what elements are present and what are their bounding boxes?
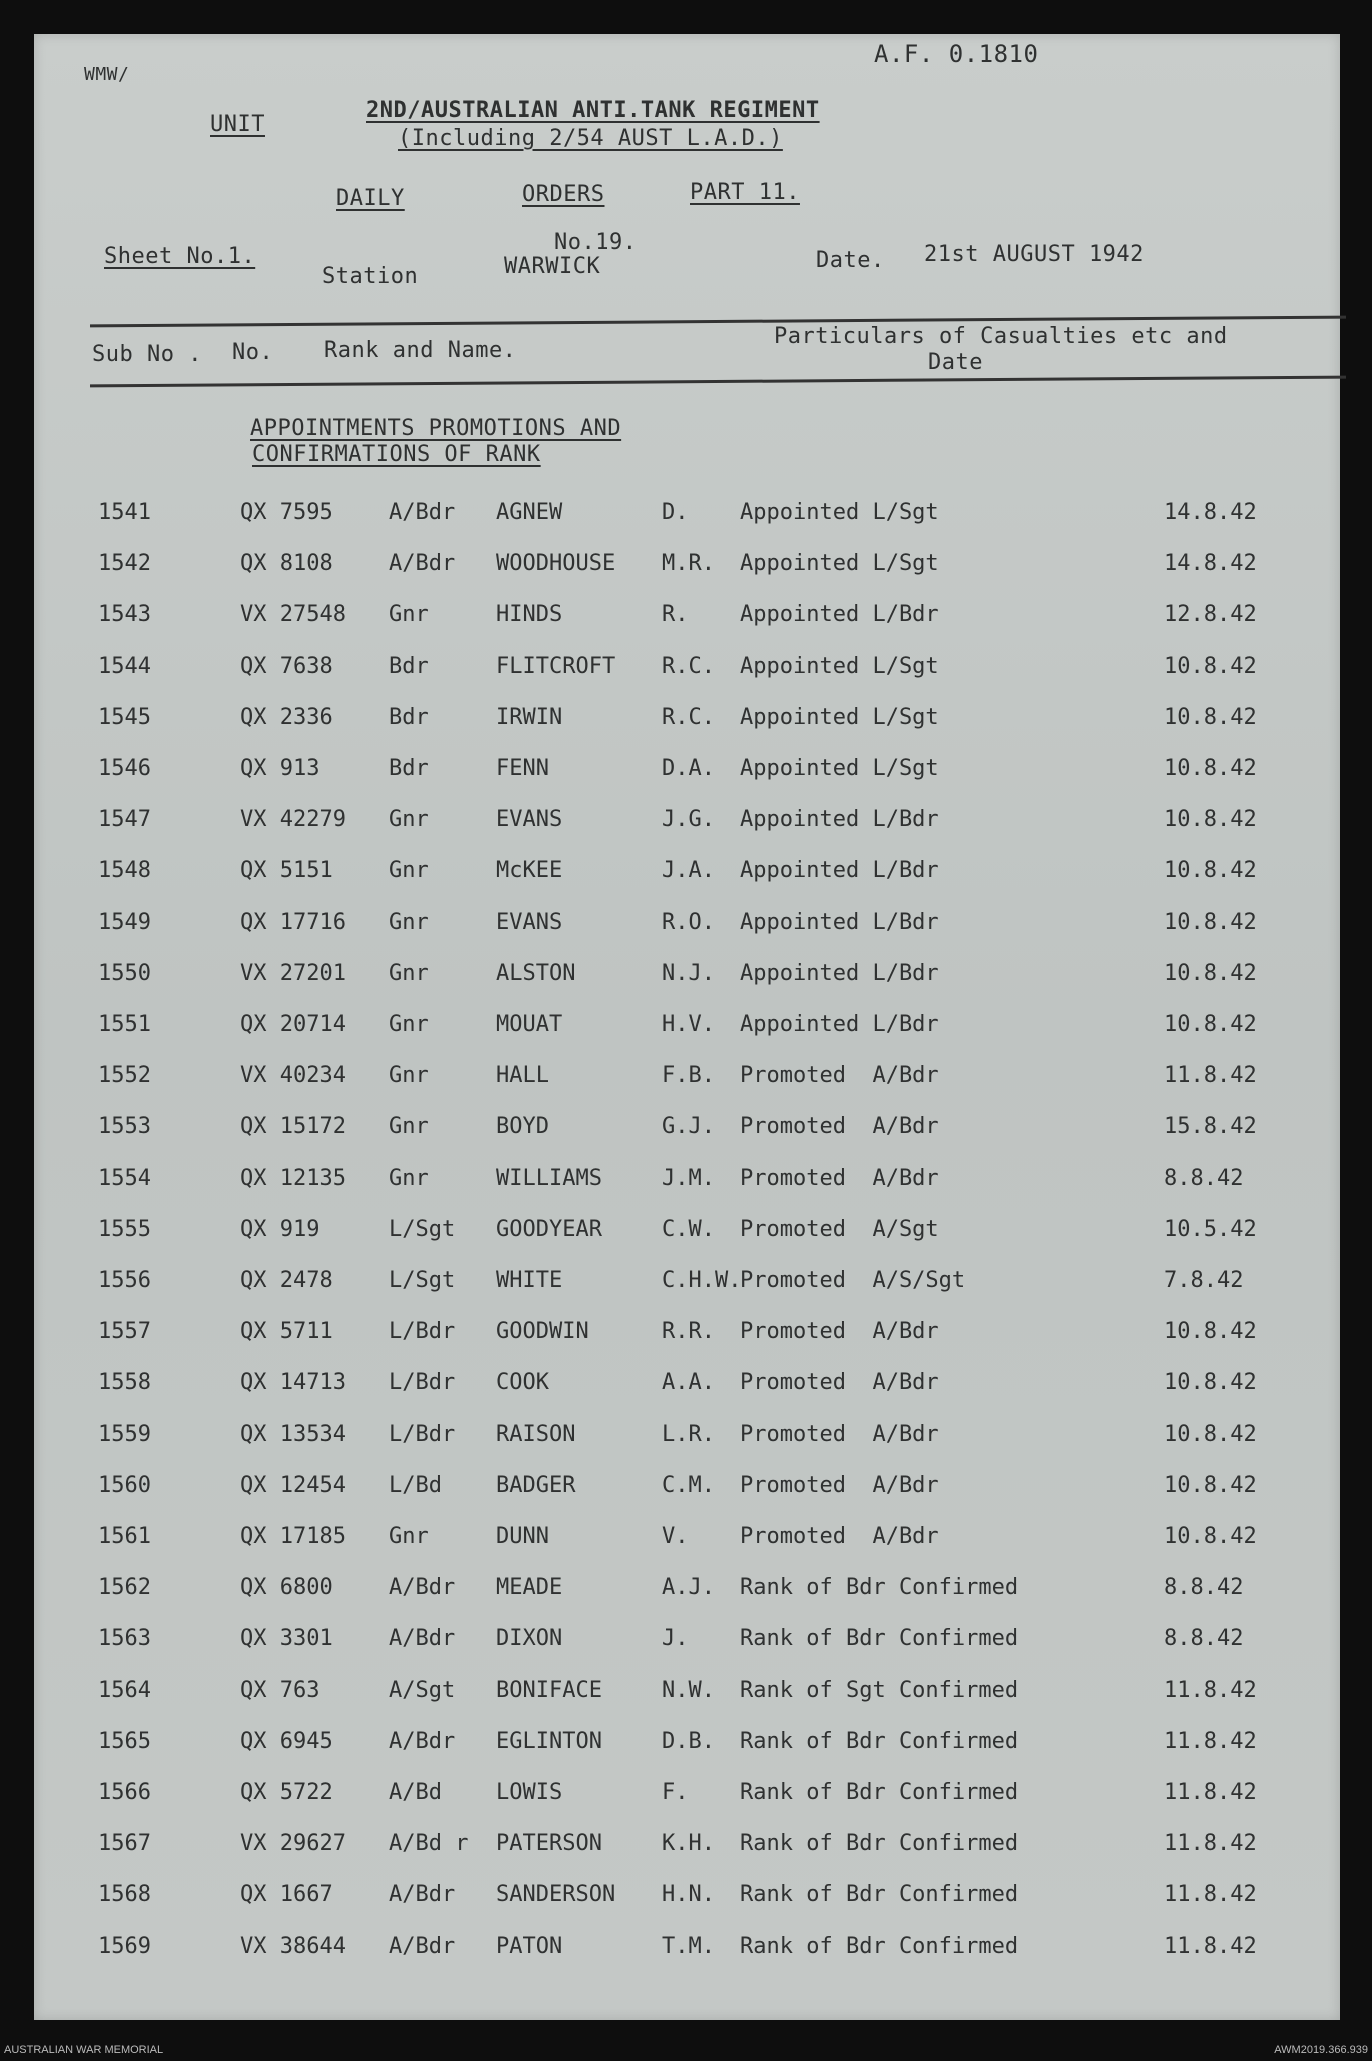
effective-date-cell: 10.8.42 xyxy=(1164,1524,1257,1549)
effective-date-cell: 8.8.42 xyxy=(1164,1575,1244,1601)
surname-cell: DIXON xyxy=(496,1626,563,1652)
effective-date-cell: 8.8.42 xyxy=(1164,1626,1244,1652)
surname-cell: WHITE xyxy=(496,1268,563,1293)
effective-date-cell: 10.8.42 xyxy=(1164,858,1257,884)
sub-number-cell: 1566 xyxy=(98,1780,151,1805)
effective-date-cell: 11.8.42 xyxy=(1164,1933,1257,1959)
surname-cell: COOK xyxy=(496,1370,549,1396)
service-number-cell: QX 3301 xyxy=(240,1626,333,1652)
initials-cell: N.J. xyxy=(662,960,715,986)
effective-date-cell: 15.8.42 xyxy=(1164,1114,1257,1140)
particulars-cell: Rank of Bdr Confirmed xyxy=(740,1780,1019,1805)
form-number: A.F. 0.1810 xyxy=(874,40,1039,68)
rank-cell: L/Bdr xyxy=(389,1319,456,1345)
sub-number-cell: 1567 xyxy=(98,1831,151,1857)
table-row xyxy=(34,1114,1340,1154)
particulars-cell: Rank of Bdr Confirmed xyxy=(740,1831,1019,1857)
surname-cell: DUNN xyxy=(496,1524,549,1549)
unit-sub: (Including 2/54 AUST L.A.D.) xyxy=(398,126,783,151)
col-header-sub-no: Sub No . xyxy=(92,342,202,367)
surname-cell: FLITCROFT xyxy=(496,653,616,679)
initials-cell: J.G. xyxy=(662,807,715,833)
service-number-cell: QX 5722 xyxy=(240,1780,333,1805)
service-number-cell: VX 29627 xyxy=(240,1831,346,1857)
service-number-cell: VX 27201 xyxy=(240,960,346,986)
initials-cell: L.R. xyxy=(662,1421,715,1447)
particulars-cell: Rank of Sgt Confirmed xyxy=(740,1677,1019,1703)
effective-date-cell: 11.8.42 xyxy=(1164,1728,1257,1754)
initials-cell: V. xyxy=(662,1524,689,1549)
initials-cell: G.J. xyxy=(662,1114,715,1140)
rank-cell: A/Bdr xyxy=(389,1933,456,1959)
initials-cell: R.C. xyxy=(662,653,715,679)
surname-cell: BADGER xyxy=(496,1472,576,1498)
effective-date-cell: 10.8.42 xyxy=(1164,1370,1257,1396)
sub-number-cell: 1543 xyxy=(98,602,151,628)
effective-date-cell: 11.8.42 xyxy=(1164,1780,1257,1805)
initials-cell: R.O. xyxy=(662,909,715,935)
table-row xyxy=(34,551,1340,591)
initials-cell: J. xyxy=(662,1626,689,1652)
table-row xyxy=(34,1780,1340,1820)
particulars-cell: Appointed L/Bdr xyxy=(740,858,939,884)
surname-cell: EGLINTON xyxy=(496,1728,602,1754)
service-number-cell: VX 42279 xyxy=(240,807,346,833)
particulars-cell: Promoted A/Bdr xyxy=(740,1165,939,1191)
service-number-cell: QX 17185 xyxy=(240,1524,346,1549)
initials-cell: C.M. xyxy=(662,1472,715,1498)
sub-number-cell: 1559 xyxy=(98,1421,151,1447)
surname-cell: BOYD xyxy=(496,1114,549,1140)
particulars-cell: Promoted A/S/Sgt xyxy=(740,1268,966,1293)
table-row xyxy=(34,1012,1340,1052)
particulars-cell: Appointed L/Sgt xyxy=(740,704,939,730)
sub-number-cell: 1568 xyxy=(98,1882,151,1908)
initials-cell: F. xyxy=(662,1780,689,1805)
rank-cell: A/Bdr xyxy=(389,1882,456,1908)
rank-cell: A/Sgt xyxy=(389,1677,456,1703)
initials-cell: H.N. xyxy=(662,1882,715,1908)
sub-number-cell: 1557 xyxy=(98,1319,151,1345)
surname-cell: GOODYEAR xyxy=(496,1216,602,1242)
surname-cell: WILLIAMS xyxy=(496,1165,602,1191)
initials-cell: J.A. xyxy=(662,858,715,884)
sub-number-cell: 1569 xyxy=(98,1933,151,1959)
service-number-cell: QX 12135 xyxy=(240,1165,346,1191)
sub-number-cell: 1547 xyxy=(98,807,151,833)
sub-number-cell: 1552 xyxy=(98,1063,151,1089)
rank-cell: Gnr xyxy=(389,1063,429,1089)
surname-cell: EVANS xyxy=(496,909,563,935)
table-row xyxy=(34,1678,1340,1718)
effective-date-cell: 11.8.42 xyxy=(1164,1063,1257,1089)
initials-cell: J.M. xyxy=(662,1165,715,1191)
initials-cell: C.H.W. xyxy=(662,1268,742,1293)
table-row xyxy=(34,1473,1340,1513)
orders-title-part: PART 11. xyxy=(690,180,800,205)
sub-number-cell: 1563 xyxy=(98,1626,151,1652)
sub-number-cell: 1560 xyxy=(98,1472,151,1498)
rank-cell: Gnr xyxy=(389,1114,429,1140)
effective-date-cell: 12.8.42 xyxy=(1164,602,1257,628)
table-row xyxy=(34,1729,1340,1769)
surname-cell: WOODHOUSE xyxy=(496,551,616,577)
sub-number-cell: 1553 xyxy=(98,1114,151,1140)
rank-cell: A/Bd r xyxy=(389,1831,469,1857)
sub-number-cell: 1554 xyxy=(98,1165,151,1191)
sub-number-cell: 1545 xyxy=(98,704,151,730)
rank-cell: A/Bd xyxy=(389,1780,442,1805)
service-number-cell: QX 8108 xyxy=(240,551,333,577)
table-row xyxy=(34,961,1340,1001)
particulars-cell: Rank of Bdr Confirmed xyxy=(740,1933,1019,1959)
initials-cell: C.W. xyxy=(662,1216,715,1242)
table-row xyxy=(34,1217,1340,1257)
surname-cell: SANDERSON xyxy=(496,1882,616,1908)
effective-date-cell: 10.5.42 xyxy=(1164,1216,1257,1242)
rank-cell: L/Bdr xyxy=(389,1421,456,1447)
sub-number-cell: 1565 xyxy=(98,1728,151,1754)
service-number-cell: QX 6945 xyxy=(240,1728,333,1754)
effective-date-cell: 10.8.42 xyxy=(1164,960,1257,986)
effective-date-cell: 10.8.42 xyxy=(1164,1012,1257,1037)
surname-cell: PATON xyxy=(496,1933,563,1959)
table-row xyxy=(34,1370,1340,1410)
particulars-cell: Appointed L/Sgt xyxy=(740,653,939,679)
initials-cell: N.W. xyxy=(662,1677,715,1703)
sub-number-cell: 1564 xyxy=(98,1677,151,1703)
rank-cell: A/Bdr xyxy=(389,1626,456,1652)
rank-cell: Gnr xyxy=(389,602,429,628)
initials-cell: F.B. xyxy=(662,1063,715,1089)
rank-cell: L/Bdr xyxy=(389,1370,456,1396)
service-number-cell: QX 763 xyxy=(240,1677,320,1703)
rank-cell: Bdr xyxy=(389,653,429,679)
orders-title-orders: ORDERS xyxy=(522,182,605,207)
rank-cell: Gnr xyxy=(389,909,429,935)
particulars-cell: Appointed L/Bdr xyxy=(740,960,939,986)
initials-cell: R.C. xyxy=(662,704,715,730)
rank-cell: A/Bdr xyxy=(389,1575,456,1601)
effective-date-cell: 14.8.42 xyxy=(1164,551,1257,577)
col-header-rank-name: Rank and Name. xyxy=(324,338,517,363)
table-row xyxy=(34,1524,1340,1564)
table-row xyxy=(34,1575,1340,1615)
service-number-cell: QX 1667 xyxy=(240,1882,333,1908)
initials-cell: D.B. xyxy=(662,1728,715,1754)
date-label: Date. xyxy=(816,248,885,273)
initials-cell: A.J. xyxy=(662,1575,715,1601)
particulars-cell: Appointed L/Bdr xyxy=(740,807,939,833)
surname-cell: EVANS xyxy=(496,807,563,833)
service-number-cell: QX 13534 xyxy=(240,1421,346,1447)
surname-cell: HINDS xyxy=(496,602,563,628)
col-header-particulars: Particulars of Casualties etc and xyxy=(774,324,1228,349)
rank-cell: Bdr xyxy=(389,756,429,781)
surname-cell: MOUAT xyxy=(496,1012,563,1037)
particulars-cell: Rank of Bdr Confirmed xyxy=(740,1575,1019,1601)
orders-number: No.19. xyxy=(554,230,637,255)
unit-label: UNIT xyxy=(210,112,265,137)
rank-cell: Gnr xyxy=(389,858,429,884)
table-row xyxy=(34,1934,1340,1974)
surname-cell: GOODWIN xyxy=(496,1319,589,1345)
sub-number-cell: 1555 xyxy=(98,1216,151,1242)
particulars-cell: Promoted A/Sgt xyxy=(740,1216,939,1242)
service-number-cell: QX 7638 xyxy=(240,653,333,679)
effective-date-cell: 10.8.42 xyxy=(1164,1319,1257,1345)
initials: WMW/ xyxy=(84,64,130,85)
footer-accession-number: AWM2019.366.939 xyxy=(1274,2044,1368,2056)
table-row xyxy=(34,910,1340,950)
particulars-cell: Rank of Bdr Confirmed xyxy=(740,1626,1019,1652)
particulars-cell: Appointed L/Sgt xyxy=(740,500,939,525)
initials-cell: R. xyxy=(662,602,689,628)
surname-cell: HALL xyxy=(496,1063,549,1089)
particulars-cell: Appointed L/Bdr xyxy=(740,602,939,628)
effective-date-cell: 8.8.42 xyxy=(1164,1165,1244,1191)
table-row xyxy=(34,1882,1340,1922)
service-number-cell: VX 27548 xyxy=(240,602,346,628)
initials-cell: D. xyxy=(662,500,689,525)
initials-cell: M.R. xyxy=(662,551,715,577)
orders-title-daily: DAILY xyxy=(336,186,405,211)
table-row xyxy=(34,1063,1340,1103)
col-header-no: No. xyxy=(232,340,274,365)
surname-cell: LOWIS xyxy=(496,1780,563,1805)
service-number-cell: QX 17716 xyxy=(240,909,346,935)
particulars-cell: Rank of Bdr Confirmed xyxy=(740,1882,1019,1908)
surname-cell: BONIFACE xyxy=(496,1677,602,1703)
table-row xyxy=(34,705,1340,745)
service-number-cell: QX 919 xyxy=(240,1216,320,1242)
table-row xyxy=(34,1166,1340,1206)
col-header-date: Date xyxy=(928,350,983,375)
service-number-cell: QX 6800 xyxy=(240,1575,333,1601)
particulars-cell: Appointed L/Sgt xyxy=(740,756,939,781)
rank-cell: A/Bdr xyxy=(389,551,456,577)
document-page xyxy=(34,34,1340,2020)
service-number-cell: QX 7595 xyxy=(240,500,333,525)
table-row xyxy=(34,756,1340,796)
rank-cell: L/Sgt xyxy=(389,1268,456,1293)
effective-date-cell: 11.8.42 xyxy=(1164,1677,1257,1703)
particulars-cell: Appointed L/Bdr xyxy=(740,1012,939,1037)
sub-number-cell: 1541 xyxy=(98,500,151,525)
initials-cell: A.A. xyxy=(662,1370,715,1396)
effective-date-cell: 7.8.42 xyxy=(1164,1268,1244,1293)
header-rule-bottom xyxy=(90,376,1346,388)
sub-number-cell: 1556 xyxy=(98,1268,151,1293)
table-row xyxy=(34,500,1340,540)
sub-number-cell: 1562 xyxy=(98,1575,151,1601)
service-number-cell: QX 5711 xyxy=(240,1319,333,1345)
effective-date-cell: 10.8.42 xyxy=(1164,704,1257,730)
rank-cell: A/Bdr xyxy=(389,1728,456,1754)
service-number-cell: QX 2478 xyxy=(240,1268,333,1293)
initials-cell: K.H. xyxy=(662,1831,715,1857)
particulars-cell: Promoted A/Bdr xyxy=(740,1114,939,1140)
particulars-cell: Appointed L/Bdr xyxy=(740,909,939,935)
effective-date-cell: 14.8.42 xyxy=(1164,500,1257,525)
initials-cell: H.V. xyxy=(662,1012,715,1037)
surname-cell: AGNEW xyxy=(496,500,563,525)
effective-date-cell: 11.8.42 xyxy=(1164,1831,1257,1857)
station-value: WARWICK xyxy=(504,254,601,279)
initials-cell: R.R. xyxy=(662,1319,715,1345)
table-row xyxy=(34,1268,1340,1308)
effective-date-cell: 10.8.42 xyxy=(1164,756,1257,781)
table-row xyxy=(34,1831,1340,1871)
station-label: Station xyxy=(322,264,419,289)
surname-cell: FENN xyxy=(496,756,549,781)
footer-archive-name: AUSTRALIAN WAR MEMORIAL xyxy=(4,2044,164,2056)
rank-cell: Gnr xyxy=(389,960,429,986)
rank-cell: Gnr xyxy=(389,1165,429,1191)
surname-cell: McKEE xyxy=(496,858,563,884)
particulars-cell: Appointed L/Sgt xyxy=(740,551,939,577)
surname-cell: IRWIN xyxy=(496,704,563,730)
service-number-cell: QX 15172 xyxy=(240,1114,346,1140)
effective-date-cell: 11.8.42 xyxy=(1164,1882,1257,1908)
surname-cell: ALSTON xyxy=(496,960,576,986)
service-number-cell: VX 40234 xyxy=(240,1063,346,1089)
sub-number-cell: 1561 xyxy=(98,1524,151,1549)
effective-date-cell: 10.8.42 xyxy=(1164,1472,1257,1498)
rank-cell: Gnr xyxy=(389,1524,429,1549)
sub-number-cell: 1548 xyxy=(98,858,151,884)
sub-number-cell: 1550 xyxy=(98,960,151,986)
particulars-cell: Promoted A/Bdr xyxy=(740,1319,939,1345)
particulars-cell: Promoted A/Bdr xyxy=(740,1472,939,1498)
sub-number-cell: 1546 xyxy=(98,756,151,781)
particulars-cell: Rank of Bdr Confirmed xyxy=(740,1728,1019,1754)
effective-date-cell: 10.8.42 xyxy=(1164,1421,1257,1447)
service-number-cell: VX 38644 xyxy=(240,1933,346,1959)
initials-cell: D.A. xyxy=(662,756,715,781)
rank-cell: Bdr xyxy=(389,704,429,730)
table-row xyxy=(34,1626,1340,1666)
rank-cell: Gnr xyxy=(389,1012,429,1037)
sub-number-cell: 1558 xyxy=(98,1370,151,1396)
surname-cell: PATERSON xyxy=(496,1831,602,1857)
effective-date-cell: 10.8.42 xyxy=(1164,807,1257,833)
sheet-number: Sheet No.1. xyxy=(104,244,256,269)
table-row xyxy=(34,807,1340,847)
service-number-cell: QX 5151 xyxy=(240,858,333,884)
table-row xyxy=(34,1319,1340,1359)
sub-number-cell: 1551 xyxy=(98,1012,151,1037)
section-heading-1: APPOINTMENTS PROMOTIONS AND xyxy=(250,416,622,441)
service-number-cell: QX 12454 xyxy=(240,1472,346,1498)
surname-cell: MEADE xyxy=(496,1575,563,1601)
effective-date-cell: 10.8.42 xyxy=(1164,909,1257,935)
sub-number-cell: 1542 xyxy=(98,551,151,577)
rank-cell: Gnr xyxy=(389,807,429,833)
particulars-cell: Promoted A/Bdr xyxy=(740,1063,939,1089)
particulars-cell: Promoted A/Bdr xyxy=(740,1421,939,1447)
initials-cell: T.M. xyxy=(662,1933,715,1959)
rank-cell: A/Bdr xyxy=(389,500,456,525)
sub-number-cell: 1549 xyxy=(98,909,151,935)
effective-date-cell: 10.8.42 xyxy=(1164,653,1257,679)
section-heading-2: CONFIRMATIONS OF RANK xyxy=(252,442,541,467)
service-number-cell: QX 14713 xyxy=(240,1370,346,1396)
table-row xyxy=(34,602,1340,642)
unit-name: 2ND/AUSTRALIAN ANTI.TANK REGIMENT xyxy=(366,98,820,123)
particulars-cell: Promoted A/Bdr xyxy=(740,1524,939,1549)
date-value: 21st AUGUST 1942 xyxy=(924,242,1144,267)
table-row xyxy=(34,858,1340,898)
service-number-cell: QX 913 xyxy=(240,756,320,781)
table-row xyxy=(34,654,1340,694)
rank-cell: L/Sgt xyxy=(389,1216,456,1242)
surname-cell: RAISON xyxy=(496,1421,576,1447)
rank-cell: L/Bd xyxy=(389,1472,442,1498)
sub-number-cell: 1544 xyxy=(98,653,151,679)
table-row xyxy=(34,1422,1340,1462)
service-number-cell: QX 20714 xyxy=(240,1012,346,1037)
service-number-cell: QX 2336 xyxy=(240,704,333,730)
particulars-cell: Promoted A/Bdr xyxy=(740,1370,939,1396)
